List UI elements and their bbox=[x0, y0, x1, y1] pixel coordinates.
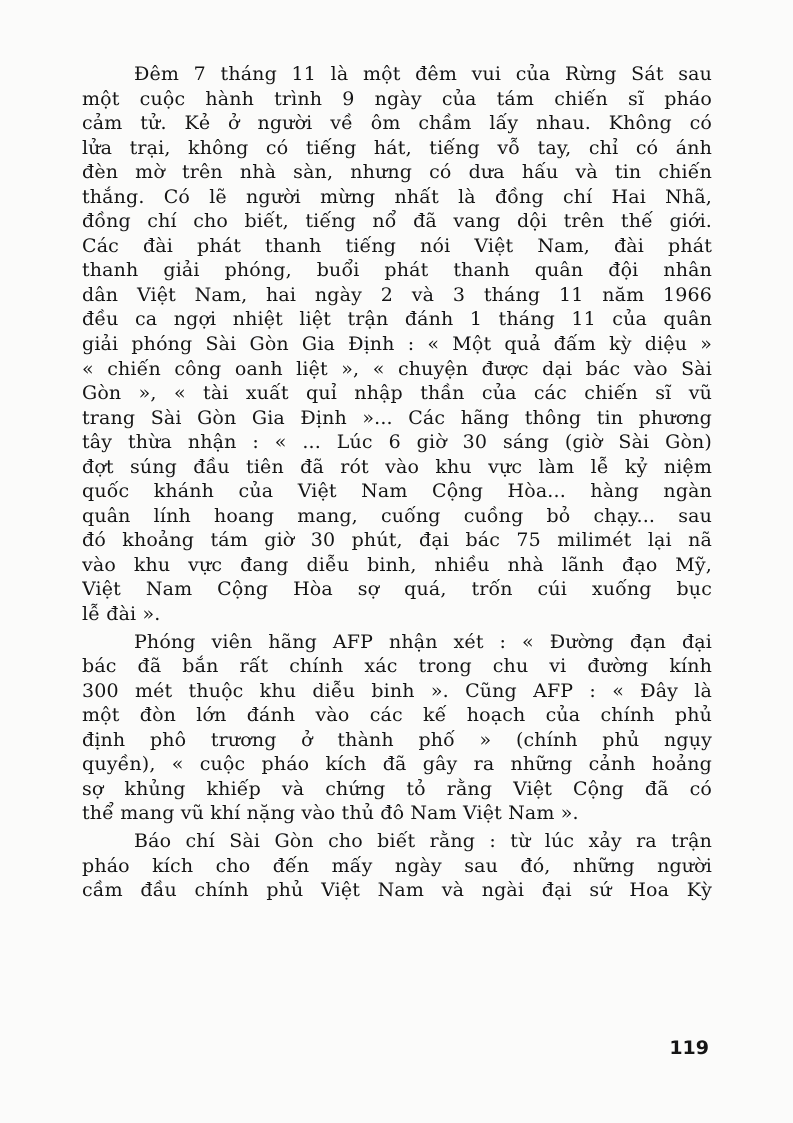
text-line: đồng chí cho biết, tiếng nổ đã vang dội trên thế giới. bbox=[82, 210, 712, 233]
text-line: cầm đầu chính phủ Việt Nam và ngài đại sứ Hoa Kỳ bbox=[82, 879, 712, 902]
body-text bbox=[82, 62, 712, 906]
text-line: vào khu vực đang diễu binh, nhiều nhà lãnh đạo Mỹ, bbox=[82, 553, 712, 576]
text-line: Phóng viên hãng AFP nhận xét : « Đường đạn đại bbox=[134, 630, 712, 653]
paragraph-3 bbox=[82, 829, 712, 903]
text-line: thanh giải phóng, buổi phát thanh quân đội nhân bbox=[82, 259, 712, 282]
text-line: định phô trương ở thành phố » (chính phủ ngụy bbox=[82, 728, 712, 751]
text-line: một cuộc hành trình 9 ngày của tám chiến sĩ pháo bbox=[82, 87, 712, 110]
text-line: đó khoảng tám giờ 30 phút, đại bác 75 milimét lại nã bbox=[82, 529, 712, 552]
text-line: giải phóng Sài Gòn Gia Định : « Một quả đấm kỳ diệu » bbox=[82, 333, 712, 356]
text-line: bác đã bắn rất chính xác trong chu vi đường kính bbox=[82, 655, 712, 678]
text-line: pháo kích cho đến mấy ngày sau đó, những người bbox=[82, 854, 712, 877]
text-line: cảm tử. Kẻ ở người về ôm chầm lấy nhau. Không có bbox=[82, 112, 712, 135]
text-line: « chiến công oanh liệt », « chuyện được dại bác vào Sài bbox=[82, 357, 712, 380]
text-line: một đòn lớn đánh vào các kế hoạch của chính phủ bbox=[82, 704, 712, 727]
text-line: Các đài phát thanh tiếng nói Việt Nam, đài phát bbox=[82, 234, 712, 257]
text-line: 300 mét thuộc khu diễu binh ». Cũng AFP : « Đây là bbox=[82, 679, 712, 702]
text-line: quân lính hoang mang, cuống cuồng bỏ chạy... sau bbox=[82, 504, 712, 527]
text-line: trang Sài Gòn Gia Định »... Các hãng thông tin phương bbox=[82, 406, 712, 429]
text-line: dân Việt Nam, hai ngày 2 và 3 tháng 11 năm 1966 bbox=[82, 283, 712, 306]
paragraph-2 bbox=[82, 630, 712, 826]
text-line: đèn mờ trên nhà sàn, nhưng có dưa hấu và tin chiến bbox=[82, 161, 712, 184]
text-line: đều ca ngợi nhiệt liệt trận đánh 1 tháng 11 của quân bbox=[82, 308, 712, 331]
text-line: Việt Nam Cộng Hòa sợ quá, trốn cúi xuống bục bbox=[82, 578, 712, 601]
text-line: Đêm 7 tháng 11 là một đêm vui của Rừng Sát sau bbox=[134, 63, 712, 85]
text-line: thể mang vũ khí nặng vào thủ đô Nam Việt Nam ». bbox=[82, 802, 579, 825]
paragraph-1 bbox=[82, 62, 712, 627]
text-line: lửa trại, không có tiếng hát, tiếng vỗ tay, chỉ có ánh bbox=[82, 136, 712, 159]
text-line: quyền), « cuộc pháo kích đã gây ra những cảnh hoảng bbox=[82, 753, 712, 776]
page-number: 119 bbox=[669, 1037, 709, 1059]
text-line: sợ khủng khiếp và chứng tỏ rằng Việt Cộng đã có bbox=[82, 777, 712, 800]
text-line: quốc khánh của Việt Nam Cộng Hòa... hàng ngàn bbox=[82, 480, 712, 503]
text-line: thắng. Có lẽ người mừng nhất là đồng chí Hai Nhã, bbox=[82, 185, 712, 208]
text-line: Gòn », « tài xuất quỉ nhập thần của các chiến sĩ vũ bbox=[82, 382, 712, 405]
text-line: tây thừa nhận : « ... Lúc 6 giờ 30 sáng (giờ Sài Gòn) bbox=[82, 431, 712, 454]
text-line: Báo chí Sài Gòn cho biết rằng : từ lúc xảy ra trận bbox=[134, 829, 712, 852]
text-line: đợt súng đầu tiên đã rót vào khu vực làm lễ kỷ niệm bbox=[82, 455, 712, 478]
text-line: lễ đài ». bbox=[82, 603, 161, 626]
